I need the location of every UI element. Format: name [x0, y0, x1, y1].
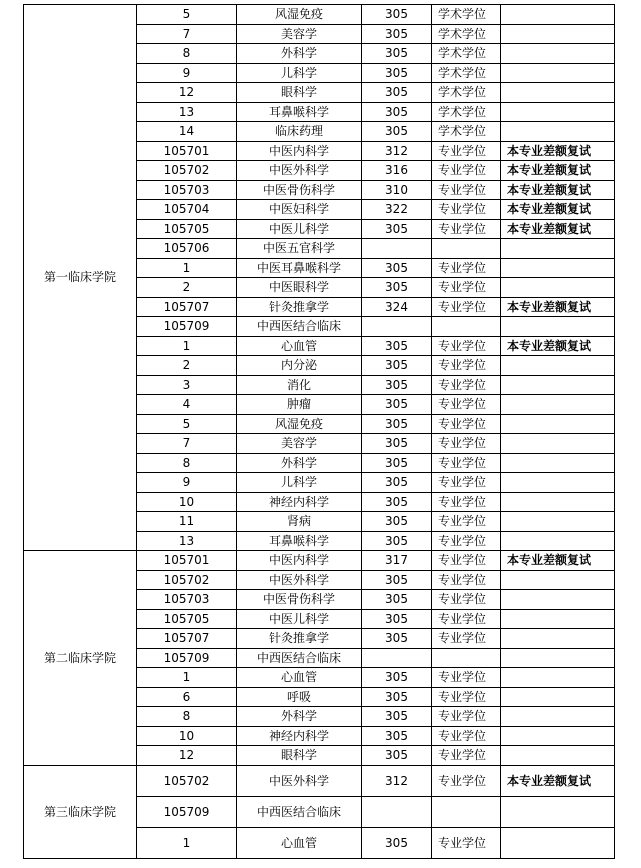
degree-type-cell: 专业学位	[432, 551, 501, 571]
major-name-cell: 眼科学	[237, 746, 362, 766]
code-cell: 4	[137, 395, 237, 415]
degree-type-cell: 学术学位	[432, 44, 501, 64]
note-cell	[501, 492, 615, 512]
score-cell	[362, 317, 432, 337]
major-name-cell: 中医妇科学	[237, 200, 362, 220]
code-cell: 105705	[137, 609, 237, 629]
degree-type-cell: 专业学位	[432, 141, 501, 161]
degree-type-cell	[432, 317, 501, 337]
score-cell: 310	[362, 180, 432, 200]
degree-type-cell: 专业学位	[432, 726, 501, 746]
major-name-cell: 内分泌	[237, 356, 362, 376]
note-cell	[501, 827, 615, 858]
code-cell: 8	[137, 453, 237, 473]
major-name-cell: 中医骨伤科学	[237, 180, 362, 200]
score-cell: 317	[362, 551, 432, 571]
score-cell: 305	[362, 395, 432, 415]
score-cell: 305	[362, 336, 432, 356]
score-cell: 322	[362, 200, 432, 220]
code-cell: 6	[137, 687, 237, 707]
degree-type-cell: 专业学位	[432, 590, 501, 610]
score-cell: 305	[362, 434, 432, 454]
note-cell	[501, 746, 615, 766]
degree-type-cell: 专业学位	[432, 434, 501, 454]
degree-type-cell: 专业学位	[432, 180, 501, 200]
major-name-cell: 针灸推拿学	[237, 629, 362, 649]
note-cell	[501, 122, 615, 142]
major-name-cell: 外科学	[237, 453, 362, 473]
major-name-cell: 美容学	[237, 434, 362, 454]
major-name-cell: 呼吸	[237, 687, 362, 707]
code-cell: 1	[137, 336, 237, 356]
code-cell: 105706	[137, 239, 237, 259]
degree-type-cell: 专业学位	[432, 278, 501, 298]
note-cell: 本专业差额复试	[501, 200, 615, 220]
table-row	[24, 551, 615, 571]
degree-type-cell: 专业学位	[432, 375, 501, 395]
code-cell: 105703	[137, 590, 237, 610]
school-name-cell: 第三临床学院	[24, 765, 137, 858]
score-cell: 305	[362, 473, 432, 493]
note-cell	[501, 414, 615, 434]
major-name-cell: 中医外科学	[237, 570, 362, 590]
score-cell: 305	[362, 687, 432, 707]
code-cell: 7	[137, 24, 237, 44]
score-cell: 305	[362, 827, 432, 858]
score-cell: 305	[362, 258, 432, 278]
school-name-cell: 第二临床学院	[24, 551, 137, 766]
table-body	[24, 5, 615, 859]
major-name-cell: 心血管	[237, 336, 362, 356]
major-name-cell: 外科学	[237, 44, 362, 64]
major-name-cell: 儿科学	[237, 63, 362, 83]
code-cell: 105705	[137, 219, 237, 239]
note-cell	[501, 453, 615, 473]
note-cell	[501, 317, 615, 337]
degree-type-cell: 专业学位	[432, 336, 501, 356]
major-name-cell: 中医外科学	[237, 161, 362, 181]
major-name-cell: 中西医结合临床	[237, 317, 362, 337]
score-cell: 305	[362, 668, 432, 688]
degree-type-cell: 学术学位	[432, 102, 501, 122]
degree-type-cell: 学术学位	[432, 63, 501, 83]
code-cell: 105709	[137, 648, 237, 668]
code-cell: 8	[137, 707, 237, 727]
code-cell: 9	[137, 473, 237, 493]
score-cell: 305	[362, 629, 432, 649]
major-name-cell: 神经内科学	[237, 726, 362, 746]
degree-type-cell: 专业学位	[432, 414, 501, 434]
degree-type-cell: 专业学位	[432, 356, 501, 376]
major-name-cell: 中医内科学	[237, 551, 362, 571]
note-cell	[501, 5, 615, 25]
code-cell: 9	[137, 63, 237, 83]
major-name-cell: 针灸推拿学	[237, 297, 362, 317]
note-cell	[501, 83, 615, 103]
degree-type-cell: 专业学位	[432, 512, 501, 532]
code-cell: 8	[137, 44, 237, 64]
note-cell	[501, 570, 615, 590]
score-cell: 305	[362, 102, 432, 122]
score-cell: 305	[362, 570, 432, 590]
degree-type-cell: 专业学位	[432, 746, 501, 766]
score-cell: 316	[362, 161, 432, 181]
score-cell	[362, 796, 432, 827]
code-cell: 1	[137, 668, 237, 688]
major-name-cell: 中医儿科学	[237, 219, 362, 239]
degree-type-cell	[432, 796, 501, 827]
major-name-cell: 中医儿科学	[237, 609, 362, 629]
score-cell: 305	[362, 512, 432, 532]
note-cell: 本专业差额复试	[501, 141, 615, 161]
score-cell: 305	[362, 492, 432, 512]
school-name-cell: 第一临床学院	[24, 5, 137, 551]
degree-type-cell: 学术学位	[432, 122, 501, 142]
score-cell: 305	[362, 746, 432, 766]
score-cell	[362, 239, 432, 259]
code-cell: 105703	[137, 180, 237, 200]
note-cell: 本专业差额复试	[501, 219, 615, 239]
major-name-cell: 中医五官科学	[237, 239, 362, 259]
note-cell	[501, 395, 615, 415]
major-name-cell: 中医眼科学	[237, 278, 362, 298]
score-cell	[362, 648, 432, 668]
code-cell: 105704	[137, 200, 237, 220]
code-cell: 5	[137, 5, 237, 25]
note-cell	[501, 24, 615, 44]
note-cell	[501, 726, 615, 746]
major-name-cell: 美容学	[237, 24, 362, 44]
major-name-cell: 肾病	[237, 512, 362, 532]
score-cell: 312	[362, 141, 432, 161]
degree-type-cell: 专业学位	[432, 219, 501, 239]
note-cell	[501, 629, 615, 649]
code-cell: 13	[137, 102, 237, 122]
note-cell	[501, 473, 615, 493]
score-cell: 324	[362, 297, 432, 317]
score-cell: 305	[362, 63, 432, 83]
note-cell	[501, 648, 615, 668]
note-cell: 本专业差额复试	[501, 297, 615, 317]
score-cell: 305	[362, 24, 432, 44]
degree-type-cell	[432, 239, 501, 259]
score-cell: 312	[362, 765, 432, 796]
code-cell: 105707	[137, 629, 237, 649]
degree-type-cell: 专业学位	[432, 492, 501, 512]
major-name-cell: 耳鼻喉科学	[237, 531, 362, 551]
code-cell: 11	[137, 512, 237, 532]
note-cell: 本专业差额复试	[501, 551, 615, 571]
note-cell	[501, 278, 615, 298]
major-name-cell: 消化	[237, 375, 362, 395]
degree-type-cell: 专业学位	[432, 570, 501, 590]
note-cell	[501, 687, 615, 707]
degree-type-cell: 专业学位	[432, 297, 501, 317]
note-cell	[501, 796, 615, 827]
code-cell: 1	[137, 827, 237, 858]
code-cell: 3	[137, 375, 237, 395]
degree-type-cell: 专业学位	[432, 827, 501, 858]
score-cell: 305	[362, 278, 432, 298]
score-cell: 305	[362, 453, 432, 473]
major-name-cell: 中医耳鼻喉科学	[237, 258, 362, 278]
code-cell: 105709	[137, 796, 237, 827]
note-cell	[501, 44, 615, 64]
major-name-cell: 风湿免疫	[237, 5, 362, 25]
note-cell	[501, 258, 615, 278]
code-cell: 105707	[137, 297, 237, 317]
note-cell	[501, 531, 615, 551]
score-cell: 305	[362, 83, 432, 103]
degree-type-cell: 专业学位	[432, 707, 501, 727]
score-cell: 305	[362, 609, 432, 629]
degree-type-cell: 专业学位	[432, 453, 501, 473]
major-name-cell: 中西医结合临床	[237, 648, 362, 668]
note-cell	[501, 512, 615, 532]
major-name-cell: 外科学	[237, 707, 362, 727]
note-cell	[501, 102, 615, 122]
degree-type-cell: 学术学位	[432, 24, 501, 44]
degree-type-cell: 专业学位	[432, 687, 501, 707]
code-cell: 105702	[137, 161, 237, 181]
table-row	[24, 5, 615, 25]
code-cell: 7	[137, 434, 237, 454]
note-cell	[501, 63, 615, 83]
degree-type-cell: 专业学位	[432, 609, 501, 629]
major-name-cell: 神经内科学	[237, 492, 362, 512]
score-cell: 305	[362, 44, 432, 64]
code-cell: 14	[137, 122, 237, 142]
note-cell: 本专业差额复试	[501, 180, 615, 200]
note-cell	[501, 707, 615, 727]
degree-type-cell: 专业学位	[432, 161, 501, 181]
degree-type-cell: 学术学位	[432, 83, 501, 103]
code-cell: 12	[137, 83, 237, 103]
score-cell: 305	[362, 5, 432, 25]
code-cell: 1	[137, 258, 237, 278]
score-cell: 305	[362, 707, 432, 727]
note-cell	[501, 434, 615, 454]
code-cell: 13	[137, 531, 237, 551]
major-name-cell: 耳鼻喉科学	[237, 102, 362, 122]
code-cell: 10	[137, 726, 237, 746]
score-cell: 305	[362, 590, 432, 610]
note-cell	[501, 609, 615, 629]
score-cell: 305	[362, 356, 432, 376]
score-cell: 305	[362, 122, 432, 142]
major-name-cell: 中医外科学	[237, 765, 362, 796]
major-name-cell: 风湿免疫	[237, 414, 362, 434]
note-cell: 本专业差额复试	[501, 765, 615, 796]
code-cell: 105702	[137, 765, 237, 796]
note-cell	[501, 668, 615, 688]
degree-type-cell: 学术学位	[432, 5, 501, 25]
degree-type-cell: 专业学位	[432, 200, 501, 220]
degree-type-cell	[432, 648, 501, 668]
note-cell: 本专业差额复试	[501, 336, 615, 356]
note-cell: 本专业差额复试	[501, 161, 615, 181]
major-name-cell: 中医骨伤科学	[237, 590, 362, 610]
score-cell: 305	[362, 375, 432, 395]
major-name-cell: 儿科学	[237, 473, 362, 493]
major-name-cell: 心血管	[237, 668, 362, 688]
note-cell	[501, 356, 615, 376]
major-name-cell: 中西医结合临床	[237, 796, 362, 827]
score-cell: 305	[362, 219, 432, 239]
code-cell: 105701	[137, 551, 237, 571]
code-cell: 10	[137, 492, 237, 512]
degree-type-cell: 专业学位	[432, 258, 501, 278]
code-cell: 2	[137, 278, 237, 298]
score-cell: 305	[362, 726, 432, 746]
degree-type-cell: 专业学位	[432, 531, 501, 551]
score-cell: 305	[362, 414, 432, 434]
code-cell: 105709	[137, 317, 237, 337]
code-cell: 12	[137, 746, 237, 766]
degree-type-cell: 专业学位	[432, 629, 501, 649]
table-row	[24, 765, 615, 796]
major-name-cell: 眼科学	[237, 83, 362, 103]
note-cell	[501, 375, 615, 395]
major-name-cell: 肿瘤	[237, 395, 362, 415]
code-cell: 105702	[137, 570, 237, 590]
code-cell: 5	[137, 414, 237, 434]
degree-type-cell: 专业学位	[432, 765, 501, 796]
major-name-cell: 心血管	[237, 827, 362, 858]
admission-score-table	[23, 4, 615, 859]
major-name-cell: 临床药理	[237, 122, 362, 142]
degree-type-cell: 专业学位	[432, 473, 501, 493]
degree-type-cell: 专业学位	[432, 668, 501, 688]
note-cell	[501, 239, 615, 259]
score-cell: 305	[362, 531, 432, 551]
note-cell	[501, 590, 615, 610]
major-name-cell: 中医内科学	[237, 141, 362, 161]
degree-type-cell: 专业学位	[432, 395, 501, 415]
code-cell: 105701	[137, 141, 237, 161]
code-cell: 2	[137, 356, 237, 376]
